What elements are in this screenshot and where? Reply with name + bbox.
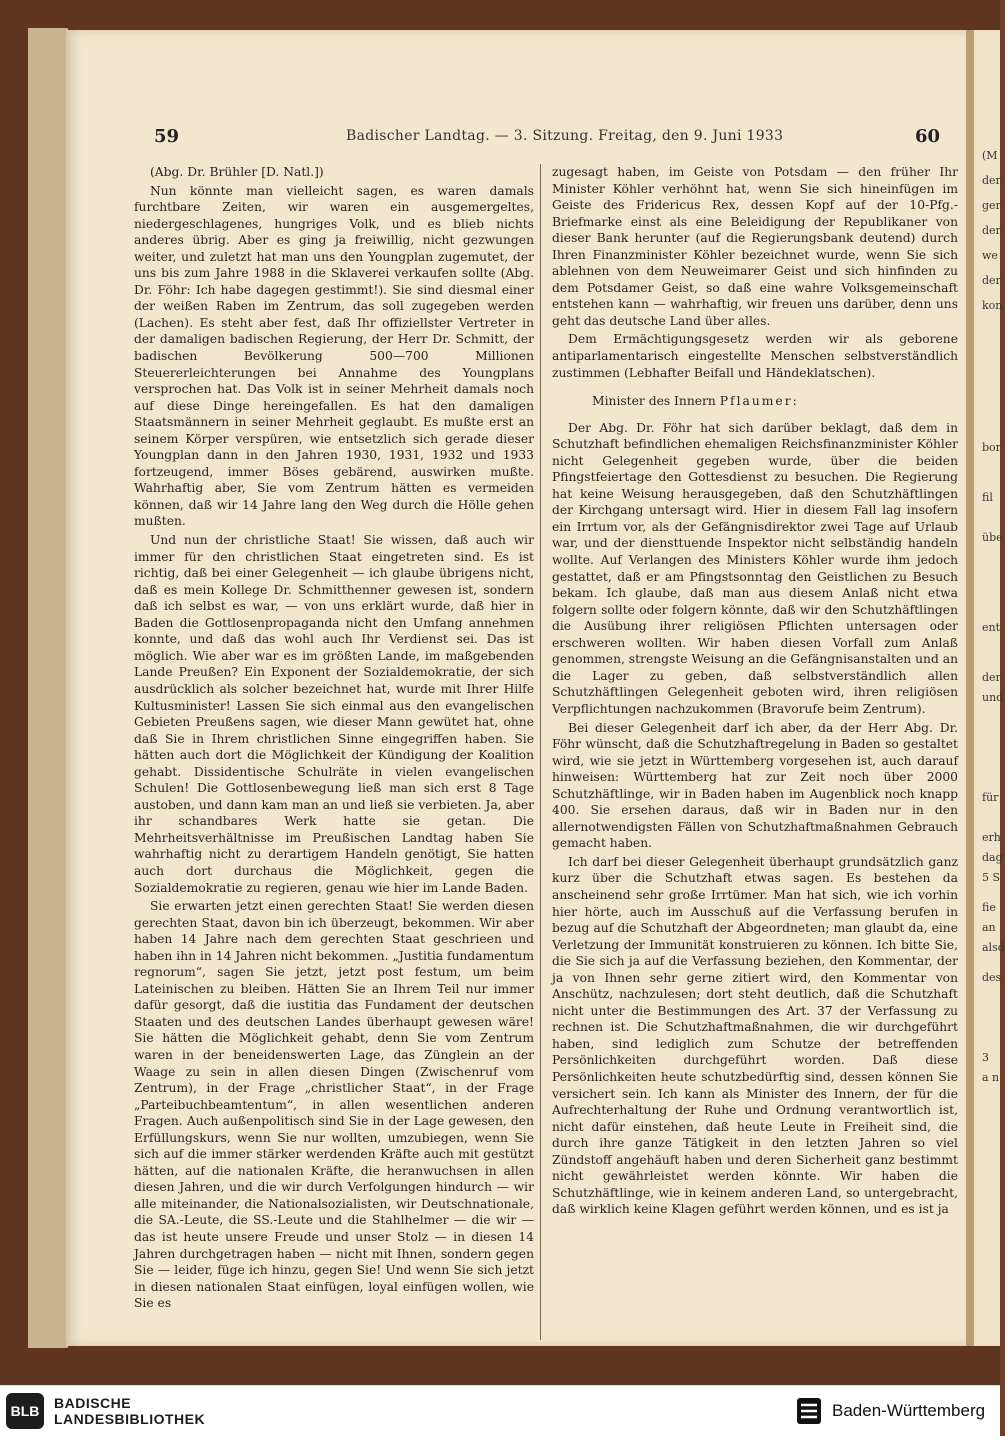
library-name-line2: LANDESBIBLIOTHEK xyxy=(54,1411,206,1427)
next-page-fragment: ent xyxy=(982,621,1001,634)
page-number-left: 59 xyxy=(154,126,180,147)
blb-logo-icon[interactable]: BLB xyxy=(6,1393,44,1429)
next-page-fragment: alsd xyxy=(982,941,1005,954)
next-page-fragment: a n xyxy=(982,1071,1000,1084)
library-name[interactable] xyxy=(54,1395,205,1427)
coat-of-arms-icon xyxy=(794,1396,824,1426)
previous-page-edge xyxy=(28,28,68,1348)
book-gutter xyxy=(966,30,974,1346)
next-page-fragment: 5 S xyxy=(982,871,1001,884)
column-divider xyxy=(540,164,541,1340)
next-page-fragment: 3 xyxy=(982,1051,989,1064)
page-number-right: 60 xyxy=(914,126,940,147)
speaker-title: Minister des Innern xyxy=(592,394,720,409)
next-page-fragment: für xyxy=(982,791,999,804)
next-page-fragment: der xyxy=(982,174,1001,187)
viewer-footer xyxy=(0,1385,1000,1436)
next-page-fragment: fil xyxy=(982,491,993,504)
left-column xyxy=(134,164,534,1312)
paragraph: zugesagt haben, im Geiste von Potsdam — den früher Ihr Minister Köhler verhöhnt hat, wenn Sie sich hineinfügen im Geiste des Fridericus Rex, dessen Kopf auf der 10-Pfg.-Briefmarke einst als eine Beleidigung der Republikaner von dieser Bank herunter (auf die Regierungsbank deutend) durch Ihren Finanzminister Köhler bezeichnet wurde, wenn Sie sich ablehnen von dem Neuweimarer Geist und sich hinfinden zu dem Potsdamer Geist, so daß eine wahre Volksgemeinschaft entstehen kann — wahrhaftig, wir freuen uns darüber, denn uns geht das deutsche Land über alles. xyxy=(552,165,958,328)
next-page-fragment: übe xyxy=(982,531,1003,544)
page-header xyxy=(66,118,966,148)
speaker-line: (Abg. Dr. Brühler [D. Natl.]) xyxy=(150,165,324,179)
right-column xyxy=(552,164,958,1218)
next-page-fragment: erh xyxy=(982,831,1001,844)
next-page-fragment: fie xyxy=(982,901,996,914)
next-page-fragment: dag xyxy=(982,851,1003,864)
speaker-heading xyxy=(592,393,958,410)
paragraph: Ich darf bei dieser Gelegenheit überhaupt grundsätzlich ganz kurz über die Schutzhaft etwas sagen. Es bestehen da anscheinend sehr große Irrtümer. Man hat sich, wie ich vorhin hier hörte, auch im Ausschuß auf die Verfassung berufen in bezug auf die Schutzhaft der Abgeordneten; man glaubt da, eine Verletzung der Immunität konstruieren zu können. Ich bitte Sie, die Sie sich ja auf die Verfassung beziehen, den Kommentar, der ja von Ihnen sehr gerne zitiert wird, den Kommentar von Anschütz, nachzulesen; dort steht deutlich, daß die Schutzhaft nicht unter die Bestimmungen des Art. 37 der Verfassung zu rechnen ist. Die Schutzhaftmaßnahmen, die wir durchgeführt haben, sind lediglich zum Schutze der betreffenden Persönlichkeiten durchgeführt worden. Daß diese Persönlichkeiten heute schutzbedürftig sind, dessen können Sie versichert sein. Ich kann als Minister des Innern, der für die Aufrechterhaltung der Ruhe und Ordnung verantwortlich ist, nicht dafür einstehen, daß heute Leute in Freiheit sind, die durch ihre ganze Tätigkeit in den letzten Jahren so viel Zündstoff angehäuft haben und deren Sicherheit ganz bestimmt nicht gewährleistet werden könnte. Wir haben die Schutzhäftlinge, wie in keinem anderen Land, so untergebracht, daß wirklich keine Klagen geführt werden können, und es ist ja xyxy=(552,854,958,1217)
next-page-fragment: der xyxy=(982,274,1001,287)
paragraph: Sie erwarten jetzt einen gerechten Staat! Sie werden diesen gerechten Staat, davon bin ich überzeugt, bekommen. Wir aber haben 14 Jahre nach dem gerechten Staat geschrieen und haben ihn in 14 Jahren nicht bekommen. „Justitia fundamentum regnorum“, sagen Sie jetzt, jetzt post festum, um beim Lateinischen zu bleiben. Hätten Sie an Ihrem Teil nur immer dafür gesorgt, daß die iustitia das Fundament der deutschen Staaten und des deutschen Landes überhaupt gewesen wäre! Sie hätten die Möglichkeit gehabt, denn Sie vom Zentrum waren in der beneidenswerten Lage, das Zünglein an der Waage zu sein in allen diesen Dingen (Zwischenruf vom Zentrum), in der Frage „christlicher Staat“, in der Frage „Parteibuchbeamtentum“, in allen wesentlichen anderen Fragen. Auch außenpolitisch sind Sie in der Lage gewesen, den Erfüllungskurs, wenn Sie nur wollten, umzubiegen, wenn Sie sich auf die immer stärker werdenden Kräfte auch mit gestützt hätten, auf die nationalen Kräfte, die heranwuchsen in allen diesen Jahren, und die wir durch Verfolgungen hindurch — wir alle miteinander, die Nationalsozialisten, wir Deutschnationale, die SA.-Leute, die SS.-Leute und die Stahlhelmer — die wir — das ist heute unsere Freude und unser Stolz — in diesen 14 Jahren durchgetragen haben — nicht mit Ihnen, sondern gegen Sie — leider, füge ich hinzu, gegen Sie! Und wenn Sie sich jetzt in diesen nationalen Staat einfügen, loyal einfügen wollen, wie Sie es xyxy=(134,899,534,1311)
state-name[interactable]: Baden-Württemberg xyxy=(832,1401,986,1420)
next-page-fragment: kon xyxy=(982,299,1003,312)
paragraph: Dem Ermächtigungsgesetz werden wir als geborene antiparlamentarisch eingestellte Menschen selbstverständlich zustimmen (Lebhafter Beifall und Händeklatschen). xyxy=(552,332,958,380)
paragraph: Nun könnte man vielleicht sagen, es waren damals furchtbare Zeiten, wir waren ein ausgemergeltes, niedergeschlagenes, hungriges Volk, und es blieb nichts anderes übrig. Aber es ging ja freiwillig, nicht gezwungen weiter, und zuletzt hat man uns den Youngplan zugemutet, der uns bis zum Jahre 1988 in die Sklaverei verkaufen sollte (Abg. Dr. Föhr: Ich habe dagegen gestimmt!). Sie sind diesmal einer der weißen Raben im Zentrum, das soll zugegeben werden (Lachen). Es steht aber fest, daß Ihr offiziellster Vertreter in der damaligen badischen Regierung, der Herr Dr. Schmitt, der badischen Bevölkerung 500—700 Millionen Steuererleichterungen bei Annahme des Youngplans versprochen hat. Das Volk ist in seiner Mehrheit damals noch auf diese Dinge hereingefallen. Es hat den damaligen Staatsmännern in seiner Mehrheit geglaubt. Es mußte erst an seinem Körper verspüren, wie entsetzlich sich gerade dieser Youngplan dann in den Jahren 1930, 1931, 1932 und 1933 fortzeugend, immer Böses gebärend, auswirken mußte. Wahrhaftig aber, Sie vom Zentrum hätten es vermeiden können, daß wir 14 Jahre lang den Weg durch die Hölle gehen mußten. xyxy=(134,183,534,529)
next-page-fragment: we xyxy=(982,249,998,262)
speaker-name: Pflaumer: xyxy=(719,394,799,409)
paragraph: Und nun der christliche Staat! Sie wissen, daß auch wir immer für den christlichen Staat eingetreten sind. Es ist richtig, daß bei einer Gelegenheit — ich glaube übrigens nicht, daß es mein Kollege Dr. Schmitthenner gewesen ist, sondern daß ich selbst es war, — von uns erklärt wurde, daß hier in Baden die Gottlosenpropaganda nicht den Umfang annehmen konnte, und daß das wohl auch Ihr Verdienst sei. Das ist möglich. Wie aber war es im größten Lande, im maßgebenden Lande Preußen? Ein Exponent der Sozialdemokratie, der sich ausdrücklich als solcher bezeichnet hat, wurde mit Ihrer Hilfe Kultusminister! Lassen Sie sich einmal aus den evangelischen Gebieten Preußens sagen, wie dieser Mann gewütet hat, ohne daß Sie in Ihrem christlichen Sinne eingegriffen haben. Sie hätten auch dort die Möglichkeit der Kündigung der Koalition gehabt. Dissidentische Schulräte in vielen evangelischen Schulen! Die Gottlosenbewegung ließ man sich erst 8 Tage austoben, und dann kam man an und ließ sie verbieten. Ja, aber ihr schandbares Werk hatte sie getan. Die Mehrheitsverhältnisse im Preußischen Landtag haben Sie wahrhaftig nicht zu derartigem Handeln genötigt, Sie hatten auch dort durchaus die Möglichkeit, gegen die Sozialdemokratie zu regieren, genau wie hier im Lande Baden. xyxy=(134,533,534,895)
running-title: Badischer Landtag. — 3. Sitzung. Freitag, den 9. Juni 1933 xyxy=(346,128,784,144)
next-page-fragment: an xyxy=(982,921,996,934)
next-page-fragment: des xyxy=(982,971,1002,984)
paragraph: Der Abg. Dr. Föhr hat sich darüber beklagt, daß dem in Schutzhaft befindlichen ehemaligen Reichsfinanzminister Köhler nicht Gelegenheit gegeben wurde, über die beiden Pfingstfeiertage den Gottesdienst zu besuchen. Die Regierung hat keine Weisung herausgegeben, daß den Schutzhäftlingen der Kirchgang untersagt wird. Hier in diesem Fall lag insofern ein Irrtum vor, als der Gefängnisdirektor zwei Tage auf Urlaub war, und der diensttuende Inspektor nicht selbständig handeln wollte. Auf Verlangen des Ministers Köhler wurde ihm jedoch gestattet, daß er am Pfingstsonntag den Geistlichen zu Besuch bekam. Ich glaube, daß man aus diesem Anlaß nicht etwa folgern sollte oder folgern könnte, daß wir den Schutzhäftlingen die Ausübung ihrer religiösen Pflichten untersagen oder erschweren wollten. Wir haben diesen Vorfall zum Anlaß genommen, strengste Weisung an die Gefängnisanstalten und an die Lager zu geben, daß selbstverständlich allen Schutzhäftlingen Gelegenheit geboten wird, ihren religiösen Verpflichtungen nachzukommen (Bravorufe beim Zentrum). xyxy=(552,420,958,716)
library-name-line1: BADISCHE xyxy=(54,1395,132,1411)
next-page-fragment: ger xyxy=(982,199,1001,212)
next-page-fragment: bor xyxy=(982,441,1001,454)
next-page-edge xyxy=(974,30,1005,1346)
paragraph: Bei dieser Gelegenheit darf ich aber, da der Herr Abg. Dr. Föhr wünscht, daß die Schutzhaftregelung in Baden so gestaltet wird, wie sie jetzt in Württemberg vorgesehen ist, auch darauf hinweisen: Württemberg hat zur Zeit noch über 2000 Schutzhäftlinge, wir in Baden haben im Augenblick noch knapp 400. Sie ersehen daraus, daß wir in Baden nur in den allernotwendigsten Fällen von Schutzhaftmaßnahmen Gebrauch gemacht haben. xyxy=(552,720,958,851)
next-page-fragment: der xyxy=(982,224,1001,237)
next-page-fragment: und xyxy=(982,691,1004,704)
next-page-fragment: (M xyxy=(982,149,998,162)
next-page-fragment: der xyxy=(982,671,1001,684)
book-page xyxy=(66,30,966,1346)
